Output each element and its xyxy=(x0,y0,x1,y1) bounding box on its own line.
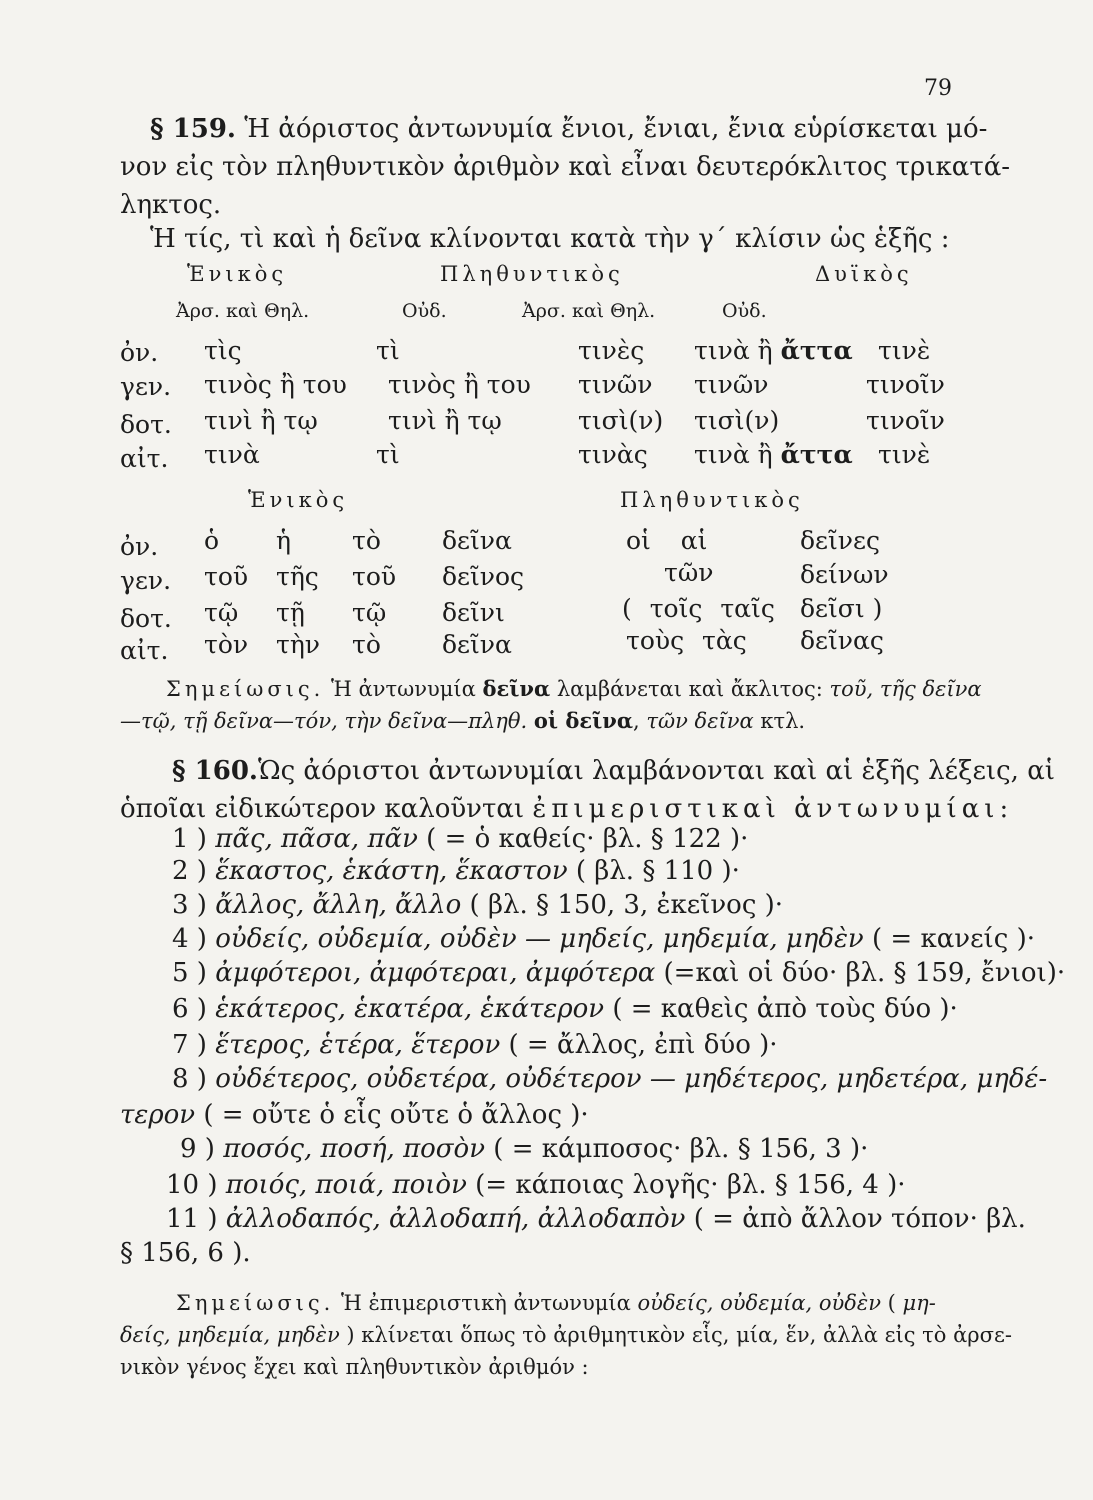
table-cell: τινῶν xyxy=(578,370,653,399)
table-cell: τοῦ xyxy=(204,562,249,591)
list-rest: ( = καθεὶς ἀπὸ τοὺς δύο )· xyxy=(604,994,958,1024)
list-item: 3 ) ἄλλος, ἄλλη, ἄλλο ( βλ. § 150, 3, ἐκεῖνος )· xyxy=(172,890,784,920)
table-cell: τινὸς ἢ του xyxy=(388,370,531,399)
note2-line-2 xyxy=(120,1318,1012,1352)
header-plural: Πληθυντικὸς xyxy=(620,488,804,512)
table-cell: ( τοῖς ταῖς xyxy=(622,594,775,623)
sec159-text-1: Ἡ ἀόριστος ἀντωνυμία ἔνιοι, ἔνιαι, ἔνια εὑρίσκεται μό- xyxy=(244,114,988,144)
list-italic: τερον xyxy=(120,1100,196,1130)
note1-text: λαμβάνεται καὶ ἄκλιτος: xyxy=(550,677,830,701)
note2-text: ( xyxy=(880,1291,903,1315)
note2-line-1 xyxy=(176,1286,976,1320)
table-cell: τινὰ xyxy=(204,440,260,469)
list-italic: ἑκάτερος, ἑκατέρα, ἑκάτερον xyxy=(215,994,605,1024)
list-item: 7 ) ἕτερος, ἑτέρα, ἕτερον ( = ἄλλος, ἐπὶ δύο )· xyxy=(172,1030,778,1060)
table-cell: τῶν xyxy=(664,558,714,587)
list-item: 8 ) οὐδέτερος, οὐδετέρα, οὐδέτερον — μηδέτερος, μηδετέρα, μηδέ- xyxy=(172,1064,1048,1094)
note2-italic: οὐδείς, οὐδεμία, οὐδὲν xyxy=(637,1291,881,1315)
sec160-text: Ὡς ἀόριστοι ἀντωνυμίαι λαμβάνονται καὶ αἱ ἑξῆς λέξεις, αἱ xyxy=(257,756,1055,786)
list-italic: ἕτερος, ἑτέρα, ἕτερον xyxy=(215,1030,501,1060)
table-cell: τῷ xyxy=(352,598,387,627)
table-cell: τὸ xyxy=(352,630,381,659)
note1-italic: τῶν δεῖνα xyxy=(646,709,754,733)
table-cell: τῷ xyxy=(204,598,239,627)
table-cell-text: τινὰ ἢ xyxy=(694,336,781,365)
list-rest: ( = ἄλλος, ἐπὶ δύο )· xyxy=(500,1030,778,1060)
note2-text: ) κλίνεται ὅπως τὸ ἀριθμητικὸν εἷς, μία, ἕν, ἀλλὰ εἰς τὸ ἀρσε- xyxy=(339,1323,1012,1347)
table-cell: τινοῖν xyxy=(866,406,945,435)
list-rest: (=καὶ οἱ δύο· βλ. § 159, ἔνιοι)· xyxy=(655,958,1066,988)
table-cell: δεῖσι ) xyxy=(800,594,883,623)
table-cell: ἡ xyxy=(276,526,291,555)
subheader-masc-fem-sg: Ἀρσ. καὶ Θηλ. xyxy=(176,300,310,322)
note1-label: Σημείωσις. xyxy=(166,677,325,701)
table-cell: δεῖνος xyxy=(442,562,525,591)
sec160-spaced: ἐπιμεριστικαὶ ἀντωνυμίαι: xyxy=(532,794,1014,824)
note2-line-3: νικὸν γένος ἔχει καὶ πληθυντικὸν ἀριθμόν : xyxy=(120,1355,589,1379)
table-cell: οἱ αἱ xyxy=(626,526,708,555)
table-cell-bold: ἄττα xyxy=(780,336,853,365)
note1-line-2 xyxy=(120,704,966,738)
table-cell: τινοῖν xyxy=(866,370,945,399)
table-cell: τινῶν xyxy=(694,370,769,399)
list-rest: ( βλ. § 110 )· xyxy=(567,856,740,886)
sec159-line-4: Ἡ τίς, τὶ καὶ ἡ δεῖνα κλίνονται κατὰ τὴν γ΄ κλίσιν ὡς ἑξῆς : xyxy=(150,224,950,254)
note1-text: Ἡ ἀντωνυμία xyxy=(324,677,483,701)
list-italic: ποσός, ποσή, ποσὸν xyxy=(223,1134,486,1164)
list-italic: πᾶς, πᾶσα, πᾶν xyxy=(215,824,418,854)
case-label: αἰτ. xyxy=(120,444,169,473)
case-label: γεν. xyxy=(120,372,172,401)
table-cell: δεῖνα xyxy=(442,526,512,555)
sec160-number: § 160. xyxy=(172,756,258,786)
list-italic: ἄλλος, ἄλλη, ἄλλο xyxy=(215,890,462,920)
table-cell: δεῖνα xyxy=(442,630,512,659)
table-cell: τινὶ ἢ τῳ xyxy=(204,406,318,435)
case-label: ὀν. xyxy=(120,338,159,367)
subheader-masc-fem-pl: Ἀρσ. καὶ Θηλ. xyxy=(522,300,656,322)
list-number: 8 xyxy=(172,1064,189,1094)
note2-label: Σημείωσις. xyxy=(176,1291,335,1315)
header-plural: Πληθυντικὸς xyxy=(440,262,624,286)
table-cell: τῆς xyxy=(276,562,319,591)
note1-line-1 xyxy=(166,672,1012,706)
sec159-number: § 159. xyxy=(150,114,236,144)
table-cell: δείνων xyxy=(800,560,889,589)
page-number: 79 xyxy=(924,76,952,101)
list-italic: οὐδείς, οὐδεμία, οὐδὲν — μηδείς, μηδεμία, μηδὲν xyxy=(215,924,864,954)
case-label: αἰτ. xyxy=(120,636,169,665)
case-label: δοτ. xyxy=(120,604,172,633)
list-italic: ἀμφότεροι, ἀμφότεραι, ἀμφότερα xyxy=(215,958,656,988)
list-number: 7 xyxy=(172,1030,189,1060)
table-cell: τὴν xyxy=(276,630,321,659)
table-cell: δεῖνι xyxy=(442,598,505,627)
list-item: 2 ) ἕκαστος, ἑκάστη, ἕκαστον ( βλ. § 110 )· xyxy=(172,856,740,886)
note2-italic: δείς, μηδεμία, μηδὲν xyxy=(120,1323,340,1347)
list-rest: ( = κάμποσος· βλ. § 156, 3 )· xyxy=(485,1134,869,1164)
table-cell: τινὶ ἢ τῳ xyxy=(388,406,502,435)
table-cell: τὶς xyxy=(204,336,242,365)
case-label: γεν. xyxy=(120,566,172,595)
list-number: 5 xyxy=(172,958,189,988)
table-cell: δεῖνες xyxy=(800,526,880,555)
sec159-line-3: ληκτος. xyxy=(120,190,222,220)
table-cell: τῇ xyxy=(276,598,305,627)
sec159-line-1 xyxy=(120,110,988,148)
note1-text: κτλ. xyxy=(753,709,806,733)
sec160-text: ὁποῖαι εἰδικώτερον καλοῦνται xyxy=(120,794,533,824)
list-item: 9 ) ποσός, ποσή, ποσὸν ( = κάμποσος· βλ. § 156, 3 )· xyxy=(180,1134,869,1164)
table-cell: τὶ xyxy=(376,440,400,469)
case-label: ὀν. xyxy=(120,532,159,561)
table-cell: τινὲ xyxy=(878,440,931,469)
table-cell: τὶ xyxy=(376,336,400,365)
table-cell: τινὸς ἢ του xyxy=(204,370,347,399)
list-italic: οὐδέτερος, οὐδετέρα, οὐδέτερον — μηδέτερος, μηδετέρα, μηδέ- xyxy=(215,1064,1048,1094)
list-item: 1 ) πᾶς, πᾶσα, πᾶν ( = ὁ καθείς· βλ. § 122 )· xyxy=(172,824,749,854)
list-item-continuation: § 156, 6 ). xyxy=(120,1238,251,1268)
list-number: 4 xyxy=(172,924,189,954)
list-item: 4 ) οὐδείς, οὐδεμία, οὐδὲν — μηδείς, μηδεμία, μηδὲν ( = κανείς )· xyxy=(172,924,1035,954)
list-number: 9 xyxy=(180,1134,197,1164)
table-cell xyxy=(694,440,853,469)
sec159-line-2: νον εἰς τὸν πληθυντικὸν ἀριθμὸν καὶ εἶναι δευτερόκλιτος τρικατά- xyxy=(120,152,1011,182)
table-cell-bold: ἄττα xyxy=(780,440,853,469)
sec160-line-1 xyxy=(172,752,1055,790)
list-rest: ( = ἀπὸ ἄλλον τόπον· βλ. xyxy=(685,1204,1026,1234)
list-number: 3 xyxy=(172,890,189,920)
note2-italic: μη- xyxy=(902,1291,936,1315)
table-cell-text: τινὰ ἢ xyxy=(694,440,781,469)
list-rest: ( βλ. § 150, 3, ἐκεῖνος )· xyxy=(461,890,784,920)
note1-text: , xyxy=(633,709,647,733)
list-item: 11 ) ἀλλοδαπός, ἀλλοδαπή, ἀλλοδαπὸν ( = ἀπὸ ἄλλον τόπον· βλ. xyxy=(166,1204,1026,1234)
subheader-neut-pl: Οὐδ. xyxy=(722,300,767,322)
list-item: 6 ) ἑκάτερος, ἑκατέρα, ἑκάτερον ( = καθεὶς ἀπὸ τοὺς δύο )· xyxy=(172,994,958,1024)
table-cell xyxy=(694,336,853,365)
table-cell: δεῖνας xyxy=(800,626,884,655)
sec160-line-2 xyxy=(120,790,1014,828)
list-item-continuation xyxy=(120,1100,589,1130)
table-cell: τισὶ(ν) xyxy=(694,406,780,435)
list-italic: ἀλλοδαπός, ἀλλοδαπή, ἀλλοδαπὸν xyxy=(225,1204,686,1234)
header-singular: Ἑνικὸς xyxy=(187,262,288,286)
header-dual: Δυϊκὸς xyxy=(815,262,913,286)
list-number: 1 xyxy=(172,824,189,854)
header-singular: Ἑνικὸς xyxy=(248,488,349,512)
list-item: 5 ) ἀμφότεροι, ἀμφότεραι, ἀμφότερα (=καὶ οἱ δύο· βλ. § 159, ἔνιοι)· xyxy=(172,958,1066,988)
table-cell: τινὲ xyxy=(878,336,931,365)
note1-bold: δεῖνα xyxy=(482,676,551,701)
list-number: 2 xyxy=(172,856,189,886)
list-number: 11 xyxy=(166,1204,200,1234)
list-italic: ποιός, ποιά, ποιὸν xyxy=(225,1170,467,1200)
note2-text: Ἡ ἐπιμεριστικὴ ἀντωνυμία xyxy=(334,1291,638,1315)
list-rest: ( = κανείς )· xyxy=(863,924,1035,954)
table-cell: τοὺς τὰς xyxy=(626,626,747,655)
table-cell: τισὶ(ν) xyxy=(578,406,664,435)
note1-italic: τοῦ, τῆς δεῖνα xyxy=(829,677,982,701)
list-item: 10 ) ποιός, ποιά, ποιὸν (= κάποιας λογῆς· βλ. § 156, 4 )· xyxy=(166,1170,906,1200)
table-cell: τοῦ xyxy=(352,562,397,591)
list-number: 6 xyxy=(172,994,189,1024)
table-cell: τὸν xyxy=(204,630,249,659)
list-rest: (= κάποιας λογῆς· βλ. § 156, 4 )· xyxy=(466,1170,906,1200)
list-rest: ( = οὔτε ὁ εἷς οὔτε ὁ ἄλλος )· xyxy=(195,1100,589,1130)
list-italic: ἕκαστος, ἑκάστη, ἕκαστον xyxy=(215,856,568,886)
note1-italic: —τῷ, τῇ δεῖνα—τόν, τὴν δεῖνα—πληθ. xyxy=(120,709,534,733)
case-label: δοτ. xyxy=(120,410,172,439)
list-rest: ( = ὁ καθείς· βλ. § 122 )· xyxy=(417,824,749,854)
list-number: 10 xyxy=(166,1170,200,1200)
table-cell: τινὲς xyxy=(578,336,645,365)
table-cell: ὁ xyxy=(204,526,220,555)
subheader-neut-sg: Οὐδ. xyxy=(402,300,447,322)
note1-bold: οἱ δεῖνα xyxy=(533,708,634,733)
table-cell: τινὰς xyxy=(578,440,648,469)
table-cell: τὸ xyxy=(352,526,381,555)
